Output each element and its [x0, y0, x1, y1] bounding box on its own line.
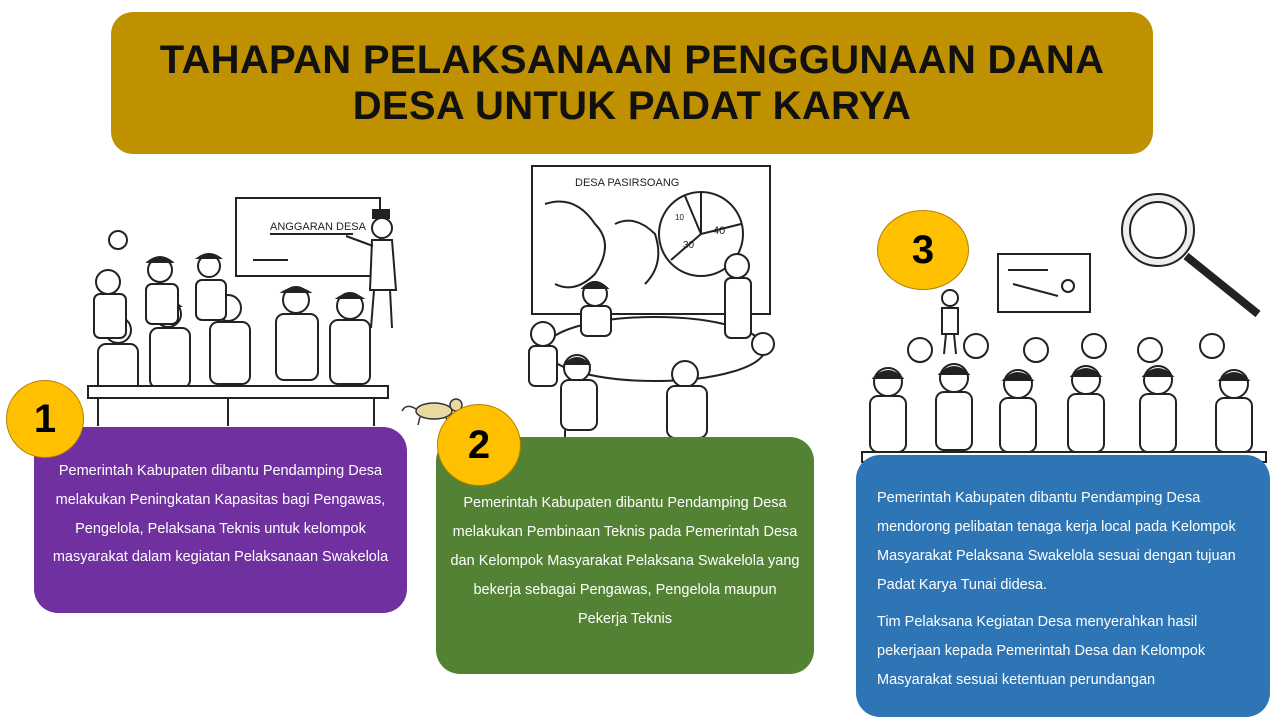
- step-1-card: [34, 427, 407, 613]
- step-1-text: Pemerintah Kabupaten dibantu Pendamping Desa melakukan Peningkatan Kapasitas bagi Pengawas, Pengelola, Pelaksana Teknis untuk kelompok masyarakat dalam kegiatan Pelaksanaan Swakelola: [52, 463, 389, 566]
- step-3-text: Pemerintah Kabupaten dibantu Pendamping Desa mendorong pelibatan tenaga kerja local pada Kelompok Masyarakat Pelaksana Swakelola sesuai dengan tujuan Padat Karya Tunai didesa.: [877, 490, 1236, 593]
- illustration-village-map-discussion: [505, 164, 785, 454]
- pie-label-10: 10: [675, 213, 684, 222]
- step-2-number-badge: 2: [437, 404, 521, 486]
- title-line-2: DESA UNTUK PADAT KARYA: [352, 84, 912, 128]
- pie-label-30: 30: [683, 240, 695, 251]
- step-3-text-2: Tim Pelaksana Kegiatan Desa menyerahkan hasil pekerjaan kepada Pemerintah Desa dan Kelompok Masyarakat sesuai ketentuan perundangan: [877, 614, 1206, 688]
- title-line-1: TAHAPAN PELAKSANAAN PENGGUNAAN DANA: [159, 38, 1105, 82]
- step-1-number-badge: 1: [6, 380, 84, 458]
- illustration-budget-meeting: [78, 190, 408, 430]
- title-banner: [111, 12, 1153, 154]
- board-text-anggaran-desa: ANGGARAN DESA: [270, 221, 366, 233]
- step-2-text: Pemerintah Kabupaten dibantu Pendamping Desa melakukan Pembinaan Teknis pada Pemerintah Desa dan Kelompok Masyarakat Pelaksana Swakelola yang bekerja sebagai Pengawas, Pengelola maupun Pekerja Teknis: [450, 495, 800, 627]
- pie-label-40: 40: [713, 225, 726, 237]
- board-text-desa-pasirsoang: DESA PASIRSOANG: [575, 177, 680, 189]
- step-3-card: [856, 455, 1270, 717]
- step-3-number-badge: 3: [877, 210, 969, 290]
